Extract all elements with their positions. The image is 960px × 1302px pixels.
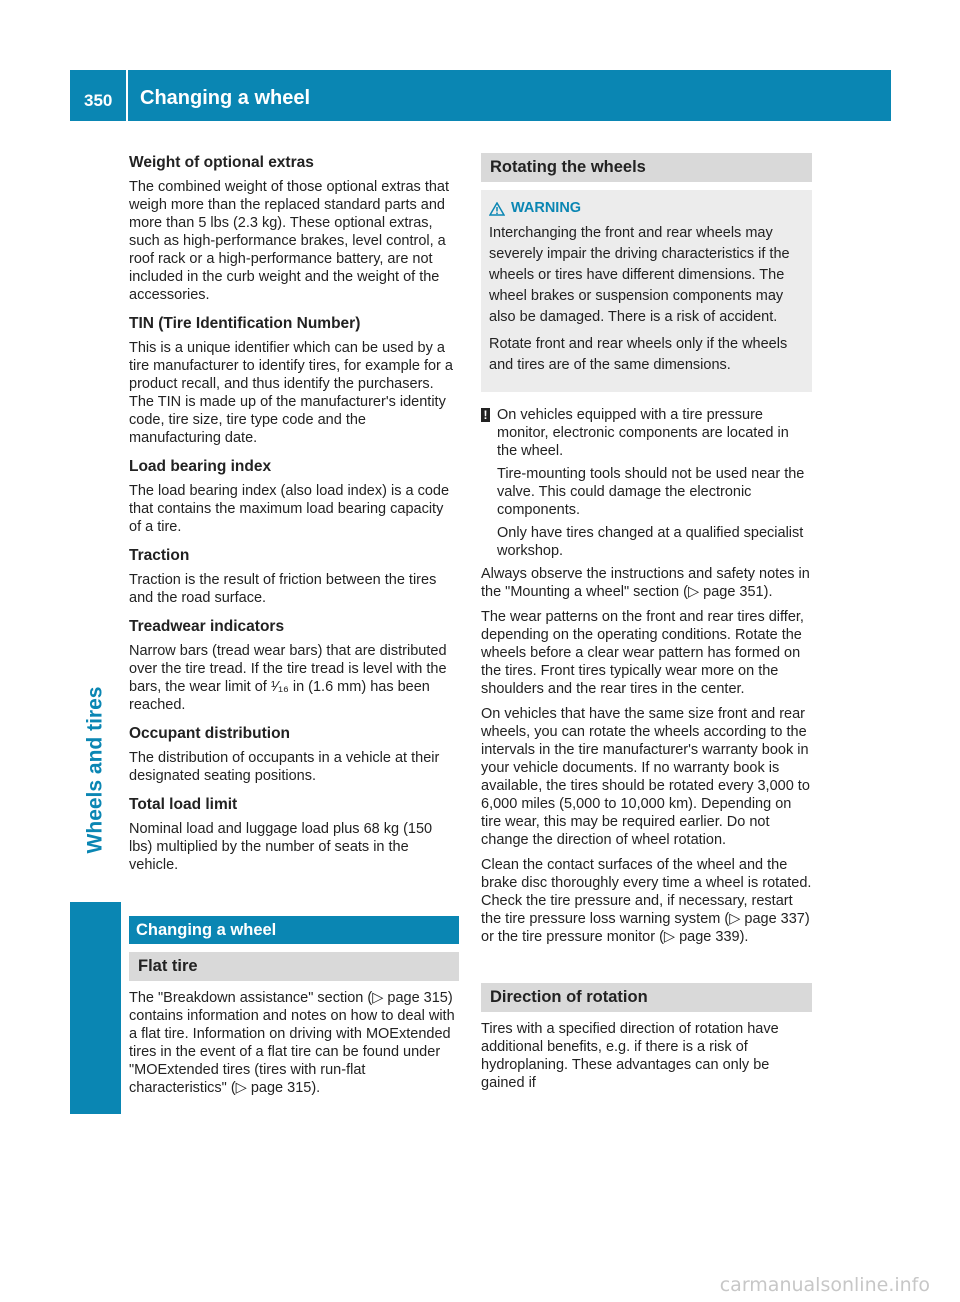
header-divider <box>126 70 128 121</box>
header-bar <box>70 70 891 121</box>
total-load-heading: Total load limit <box>129 796 238 813</box>
side-tab-text: Wheels and tires <box>83 686 107 854</box>
weight-text: The combined weight of those optional extras that weigh more than the replaced standard parts and more than 5 lbs (2.3 kg). These optional extras, such as high-performance brakes, level control, a roof rack or a high-performance battery, are not included in the curb weight and the weight of the accessories. <box>129 179 449 303</box>
warning-title <box>489 198 804 219</box>
treadwear-text: Narrow bars (tread wear bars) that are distributed over the tire tread. If the tire tread is level with the bars, the wear limit of ¹⁄₁₆ in (1.6 mm) has been reached. <box>129 643 447 713</box>
direction-text: Tires with a specified direction of rotation have additional benefits, e.g. if there is a risk of hydroplaning. These advantages can only be gained if <box>481 1021 779 1091</box>
treadwear-heading: Treadwear indicators <box>129 618 285 635</box>
notice-block <box>481 406 812 560</box>
watermark: carmanualsonline.info <box>719 1274 930 1296</box>
notice-text-2: Tire-mounting tools should not be used near the valve. This could damage the electronic components. <box>497 466 805 518</box>
tin-text: This is a unique identifier which can be used by a tire manufacturer to identify tires, for example for a product recall, and thus identify the purchasers. The TIN is made up of the manufacturer's identity code, tire size, tire type code and the manufacturing date. <box>129 340 453 446</box>
rotation-text-2: The wear patterns on the front and rear tires differ, depending on the operating conditions. Rotate the wheels before a clear wear pattern has formed on the tires. Front tires typically wear more on the shoulders and the rear tires in the center. <box>481 609 804 697</box>
occupant-heading: Occupant distribution <box>129 725 291 742</box>
occupant-text: The distribution of occupants in a vehicle at their designated seating positions. <box>129 750 440 784</box>
left-column <box>129 153 459 1104</box>
warning-triangle-icon <box>489 202 505 216</box>
flat-tire-heading: Flat tire <box>129 952 459 981</box>
side-tab-block <box>70 902 121 1114</box>
direction-heading: Direction of rotation <box>481 983 812 1012</box>
warning-label: WARNING <box>511 200 582 216</box>
notice-text-3: Only have tires changed at a qualified specialist workshop. <box>497 525 804 559</box>
load-heading: Load bearing index <box>129 458 272 475</box>
rotation-text-3: On vehicles that have the same size front and rear wheels, you can rotate the wheels according to the intervals in the tire manufacturer's warranty book in your vehicle documents. If no warranty book is available, the tires should be rotated every 3,000 to 6,000 miles (5,000 to 10,000 km). Depending on tire wear, this may be required earlier. Do not change the direction of wheel rotation. <box>481 706 810 848</box>
notice-text-1: On vehicles equipped with a tire pressure monitor, electronic components are located in the wheel. <box>497 407 789 459</box>
exclamation-icon: ! <box>481 408 490 422</box>
total-load-text: Nominal load and luggage load plus 68 kg (150 lbs) multiplied by the number of seats in the vehicle. <box>129 821 433 873</box>
right-column <box>481 153 812 1099</box>
warning-text-2: Rotate front and rear wheels only if the wheels and tires are of the same dimensions. <box>489 336 788 373</box>
tin-heading: TIN (Tire Identification Number) <box>129 315 361 332</box>
warning-box <box>481 190 812 392</box>
rotating-wheels-heading: Rotating the wheels <box>481 153 812 182</box>
changing-wheel-heading: Changing a wheel <box>129 916 459 944</box>
side-tab-label <box>70 640 121 900</box>
load-text: The load bearing index (also load index) is a code that contains the maximum load bearing capacity of a tire. <box>129 483 450 535</box>
traction-heading: Traction <box>129 547 190 564</box>
rotation-text-1: Always observe the instructions and safety notes in the "Mounting a wheel" section (▷ page 351). <box>481 566 810 600</box>
rotation-text-4: Clean the contact surfaces of the wheel and the brake disc thoroughly every time a wheel is rotated. Check the tire pressure and, if necessary, restart the tire pressure loss warning system (▷ page 337) or the tire pressure monitor (▷ page 339). <box>481 857 812 945</box>
page-number: 350 <box>84 91 113 110</box>
flat-tire-text: The "Breakdown assistance" section (▷ page 315) contains information and notes on how to deal with a flat tire. Information on driving with MOExtended tires in the event of a flat tire can be found under "MOExtended tires (tires with run-flat characteristics" (▷ page 315). <box>129 990 455 1096</box>
weight-heading: Weight of optional extras <box>129 154 314 171</box>
warning-text-1: Interchanging the front and rear wheels may severely impair the driving characteristics if the wheels or tires have different dimensions. The wheel brakes or suspension components may also be damaged. There is a risk of accident. <box>489 225 790 325</box>
traction-text: Traction is the result of friction between the tires and the road surface. <box>129 572 437 606</box>
page-title: Changing a wheel <box>140 87 311 109</box>
